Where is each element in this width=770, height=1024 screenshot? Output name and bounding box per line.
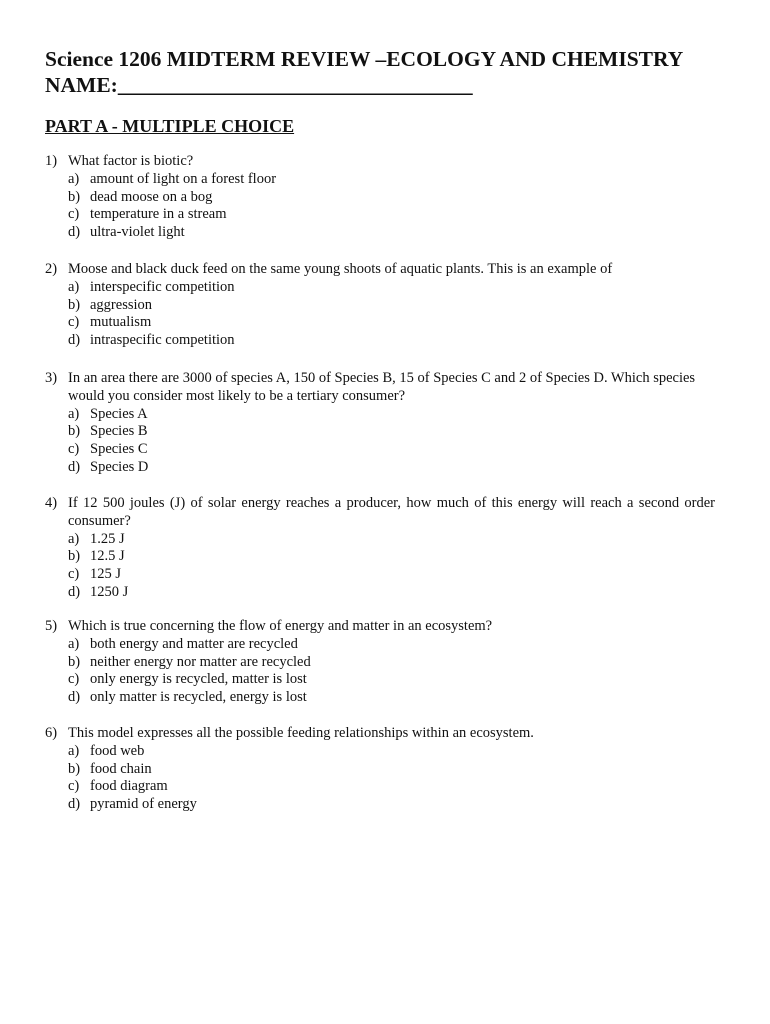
option-letter: b) — [68, 548, 81, 565]
option-text: temperature in a stream — [90, 206, 227, 223]
option-letter: d) — [68, 458, 81, 475]
answer-options — [68, 279, 715, 350]
question-text: Which is true concerning the flow of energy and matter in an ecosystem? — [68, 618, 493, 634]
answer-options — [68, 171, 715, 242]
question-number: 2) — [45, 261, 58, 277]
question-text: If 12 500 joules (J) of solar energy reaches a producer, how much of this energy will reach a second order consumer? — [68, 495, 715, 529]
option-text: amount of light on a forest floor — [90, 170, 277, 187]
answer-options — [68, 406, 715, 477]
option-letter: a) — [68, 405, 80, 422]
answer-option-d — [68, 459, 715, 477]
name-field-label: NAME:_________________________________ — [45, 73, 473, 97]
answer-option-d — [68, 689, 715, 707]
answer-option-a — [68, 743, 715, 761]
question-1 — [45, 153, 715, 242]
question-6 — [45, 725, 715, 814]
option-letter: c) — [68, 314, 80, 331]
question-number: 4) — [45, 495, 58, 511]
answer-option-b — [68, 761, 715, 779]
option-text: Species B — [90, 423, 148, 440]
question-2 — [45, 261, 715, 350]
answer-option-d — [68, 224, 715, 242]
option-letter: b) — [68, 653, 81, 670]
question-number: 3) — [45, 370, 58, 386]
document-title: Science 1206 MIDTERM REVIEW –ECOLOGY AND CHEMISTRY — [45, 47, 684, 71]
option-text: only energy is recycled, matter is lost — [90, 671, 307, 688]
option-letter: b) — [68, 188, 81, 205]
option-text: food web — [90, 742, 145, 759]
option-letter: c) — [68, 566, 80, 583]
option-letter: a) — [68, 278, 80, 295]
option-letter: d) — [68, 224, 81, 241]
answer-option-d — [68, 584, 715, 602]
option-text: ultra-violet light — [90, 224, 185, 241]
answer-option-b — [68, 297, 715, 315]
option-text: pyramid of energy — [90, 796, 197, 813]
question-text: Moose and black duck feed on the same young shoots of aquatic plants. This is an example of — [68, 261, 613, 277]
answer-options — [68, 743, 715, 814]
option-text: neither energy nor matter are recycled — [90, 653, 311, 670]
answer-option-a — [68, 406, 715, 424]
answer-option-a — [68, 171, 715, 189]
question-text: This model expresses all the possible feeding relationships within an ecosystem. — [68, 725, 534, 741]
answer-option-b — [68, 548, 715, 566]
option-letter: b) — [68, 296, 81, 313]
option-text: 125 J — [90, 566, 122, 583]
option-text: 12.5 J — [90, 548, 125, 565]
option-letter: d) — [68, 689, 81, 706]
option-letter: a) — [68, 742, 80, 759]
option-letter: c) — [68, 206, 80, 223]
option-text: 1.25 J — [90, 530, 125, 547]
answer-option-c — [68, 566, 715, 584]
option-letter: b) — [68, 760, 81, 777]
option-text: 1250 J — [90, 583, 129, 600]
option-text: interspecific competition — [90, 278, 235, 295]
option-text: food diagram — [90, 778, 168, 795]
question-text: In an area there are 3000 of species A, 150 of Species B, 15 of Species C and 2 of Species D. Which species would you consider most likely to be a tertiary consumer? — [68, 370, 696, 404]
option-letter: d) — [68, 583, 81, 600]
option-letter: c) — [68, 671, 80, 688]
answer-options — [68, 636, 715, 707]
question-number: 6) — [45, 725, 58, 741]
question-text: What factor is biotic? — [68, 153, 194, 169]
option-letter: a) — [68, 530, 80, 547]
part-a-heading: PART A - MULTIPLE CHOICE — [45, 116, 295, 136]
option-text: Species A — [90, 405, 148, 422]
answer-option-c — [68, 206, 715, 224]
option-text: Species C — [90, 441, 148, 458]
question-number: 5) — [45, 618, 58, 634]
question-3 — [45, 370, 715, 477]
option-letter: c) — [68, 441, 80, 458]
option-letter: a) — [68, 635, 80, 652]
option-text: aggression — [90, 296, 153, 313]
option-text: food chain — [90, 760, 152, 777]
answer-option-c — [68, 671, 715, 689]
option-letter: a) — [68, 170, 80, 187]
option-letter: b) — [68, 423, 81, 440]
option-letter: d) — [68, 332, 81, 349]
option-letter: d) — [68, 796, 81, 813]
answer-option-c — [68, 314, 715, 332]
option-text: both energy and matter are recycled — [90, 635, 298, 652]
answer-option-b — [68, 654, 715, 672]
answer-option-d — [68, 332, 715, 350]
answer-option-a — [68, 636, 715, 654]
answer-option-c — [68, 441, 715, 459]
option-text: mutualism — [90, 314, 152, 331]
answer-options — [68, 531, 715, 602]
answer-option-b — [68, 189, 715, 207]
option-text: Species D — [90, 458, 149, 475]
answer-option-c — [68, 778, 715, 796]
option-text: dead moose on a bog — [90, 188, 213, 205]
answer-option-a — [68, 531, 715, 549]
question-number: 1) — [45, 153, 58, 169]
option-letter: c) — [68, 778, 80, 795]
question-5 — [45, 618, 715, 707]
answer-option-b — [68, 423, 715, 441]
question-4 — [45, 495, 715, 602]
option-text: intraspecific competition — [90, 332, 235, 349]
option-text: only matter is recycled, energy is lost — [90, 689, 307, 706]
answer-option-d — [68, 796, 715, 814]
answer-option-a — [68, 279, 715, 297]
